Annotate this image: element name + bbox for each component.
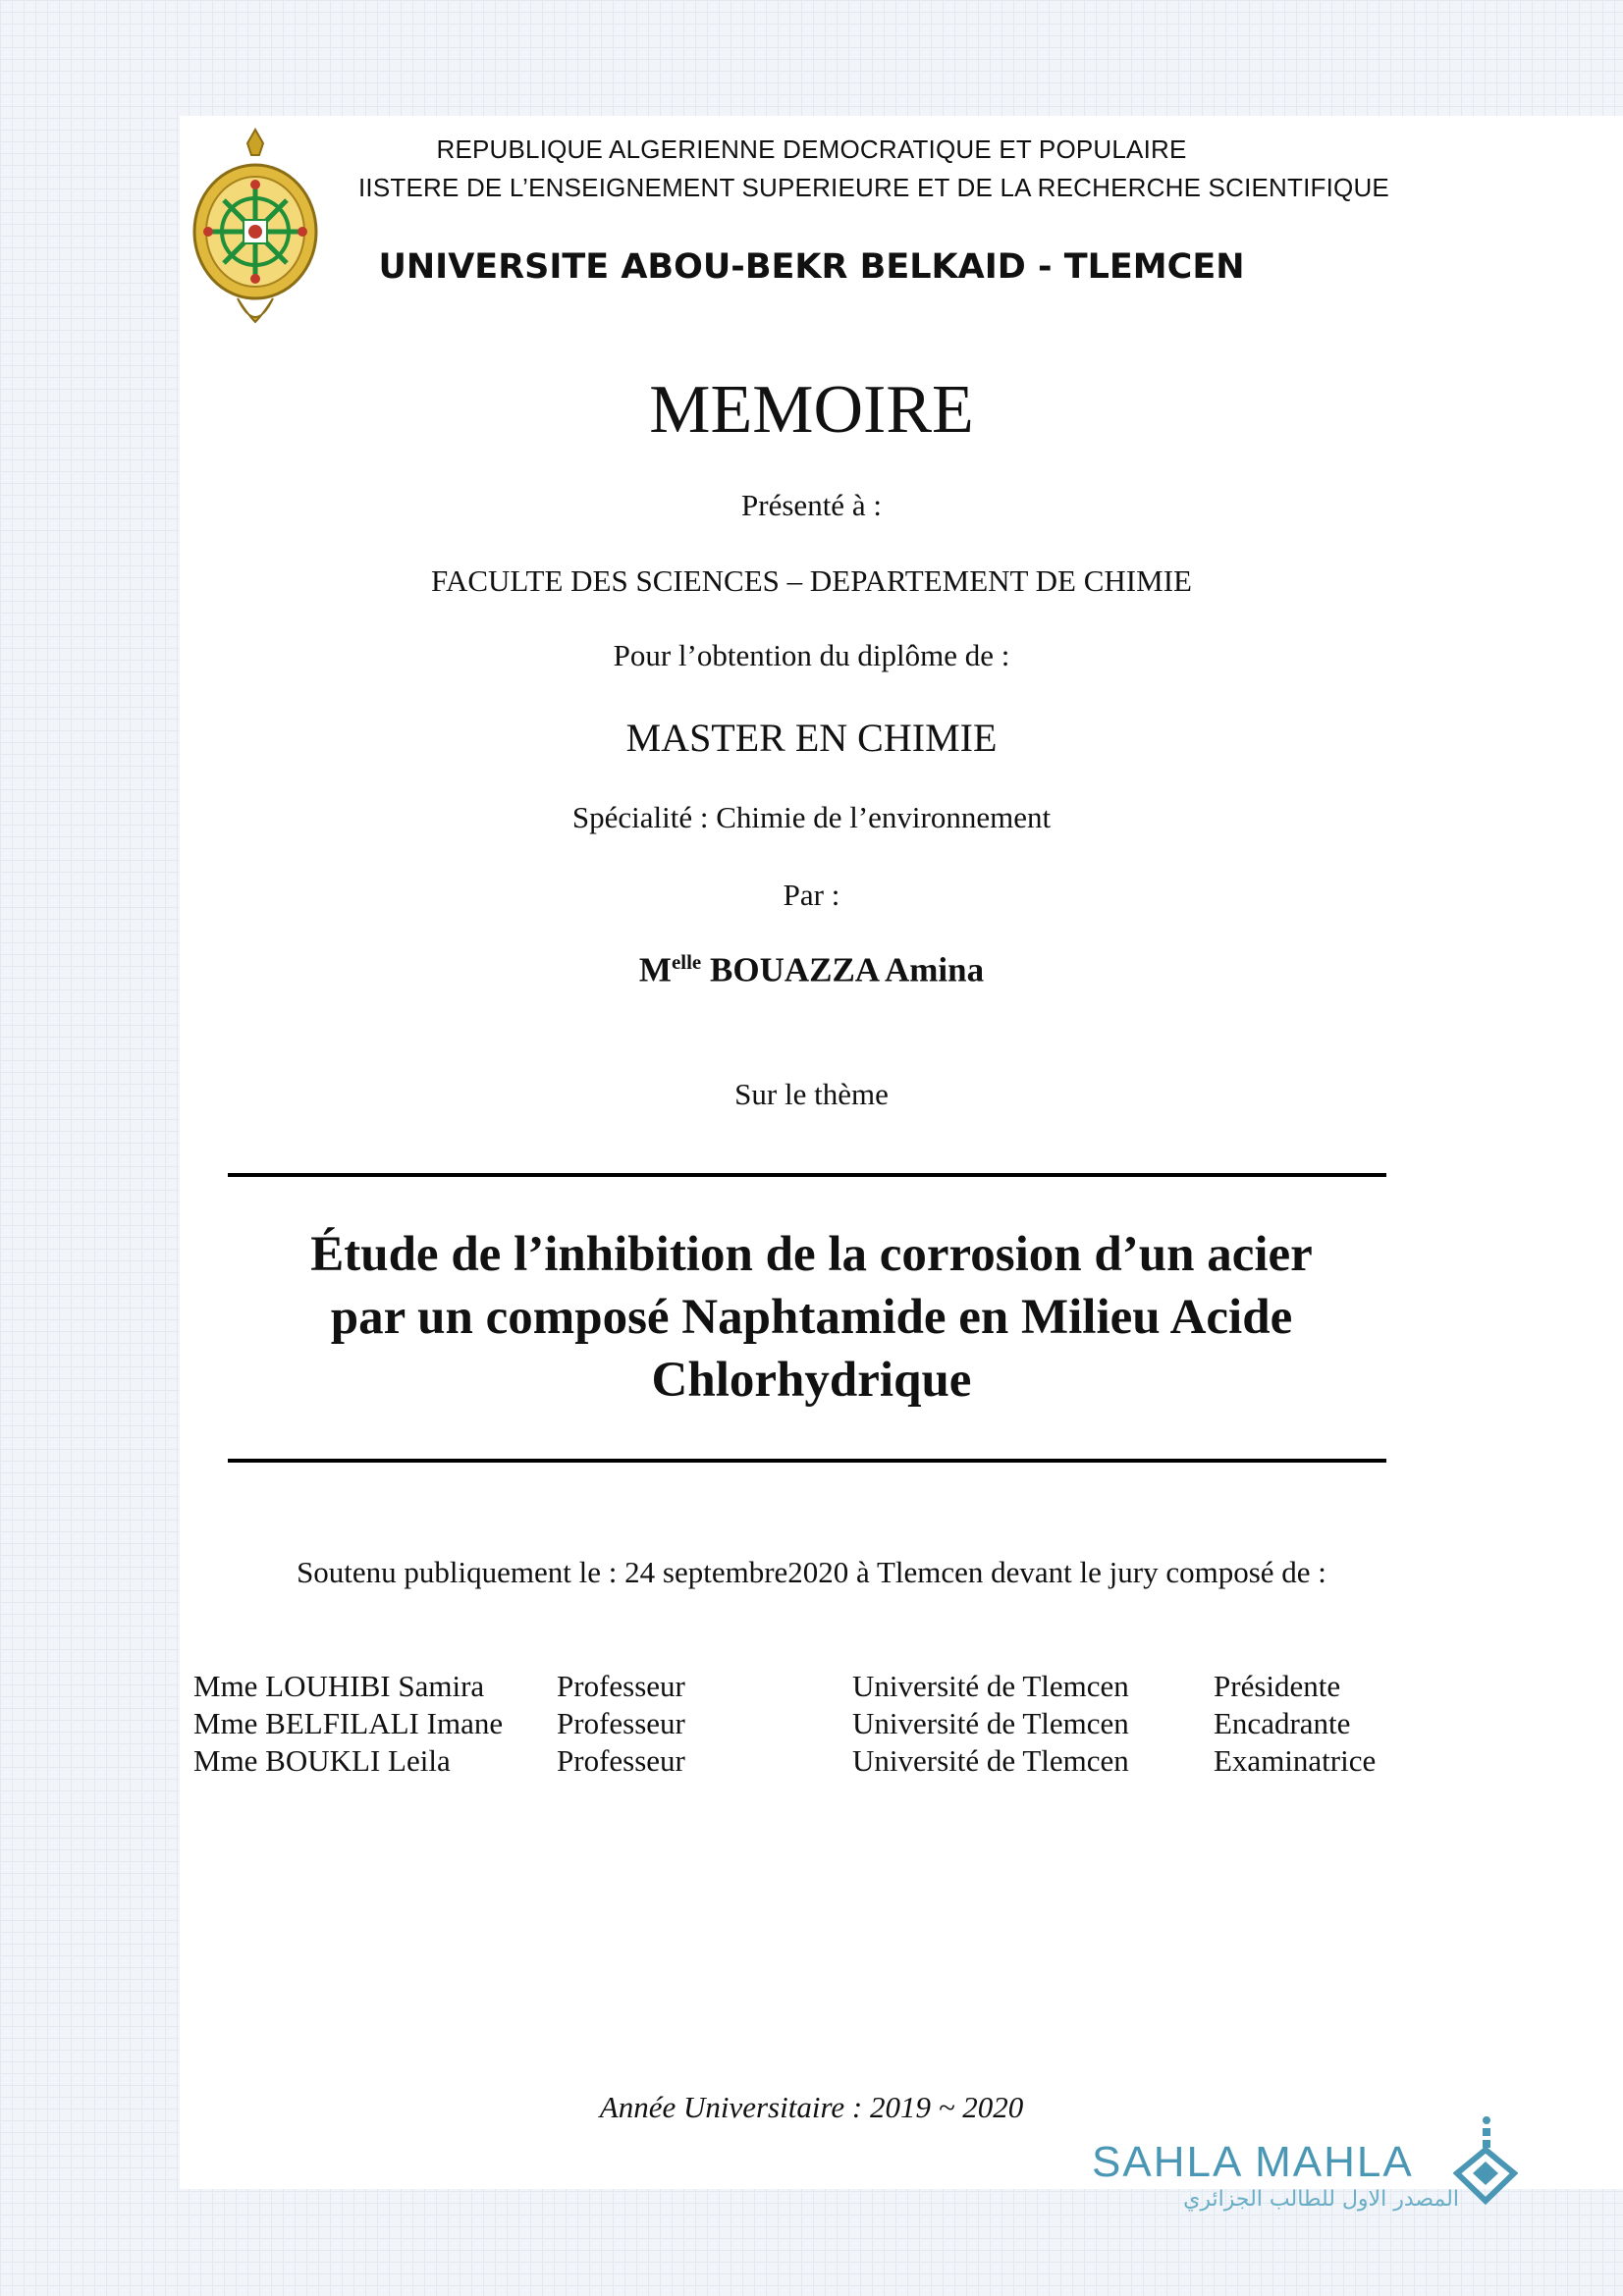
jury-rank: Professeur (557, 1669, 685, 1703)
theme-intro: Sur le thème (734, 1077, 889, 1111)
specialty: Spécialité : Chimie de l’environnement (571, 800, 1052, 834)
watermark-tagline: المصدر الاول للطالب الجزائري (1183, 2187, 1459, 2212)
jury-role: Présidente (1214, 1669, 1341, 1703)
jury-institution: Université de Tlemcen (852, 1743, 1129, 1778)
jury-institution: Université de Tlemcen (852, 1706, 1129, 1740)
title-bottom-rule (228, 1459, 1386, 1463)
academic-year: Année Universitaire : 2019 ~ 2020 (599, 2090, 1024, 2124)
diploma-intro: Pour l’obtention du diplôme de : (613, 638, 1010, 672)
ministry-header: IISTERE DE L’ENSEIGNEMENT SUPERIEURE ET DE LA RECHERCHE SCIENTIFIQUE (358, 173, 1389, 202)
diploma-name: MASTER EN CHIMIE (625, 716, 998, 760)
jury-rank: Professeur (557, 1706, 685, 1740)
document-title: MEMOIRE (649, 372, 974, 448)
jury-rank: Professeur (557, 1743, 685, 1778)
sahla-mahla-logo-icon (1453, 2114, 1518, 2205)
author-name: $M^{elle}$ BOUAZZA Amina (638, 950, 985, 989)
title-top-rule (228, 1173, 1386, 1177)
republic-header: REPUBLIQUE ALGERIENNE DEMOCRATIQUE ET POPULAIRE (436, 134, 1187, 164)
faculty-name: FACULTE DES SCIENCES – DEPARTEMENT DE CHIMIE (431, 563, 1192, 598)
jury-institution: Université de Tlemcen (852, 1669, 1129, 1703)
watermark-brand: SAHLA MAHLA (1092, 2138, 1414, 2186)
thesis-title: Étude de l’inhibition de la corrosion d’un acier par un composé Naphtamide en Milieu Acide Chlorhydrique (310, 1227, 1313, 1408)
by-label: Par : (783, 878, 840, 912)
defense-statement: Soutenu publiquement le : 24 septembre2020 à Tlemcen devant le jury composé de : (297, 1555, 1326, 1589)
jury-name: Mme BELFILALI Imane (193, 1706, 504, 1740)
jury-role: Encadrante (1214, 1706, 1351, 1740)
sahla-mahla-watermark (1088, 2138, 1520, 2216)
jury-role: Examinatrice (1214, 1743, 1377, 1778)
jury-name: Mme LOUHIBI Samira (193, 1669, 485, 1703)
university-name: UNIVERSITE ABOU-BEKR BELKAID - TLEMCEN (378, 247, 1245, 287)
jury-name: Mme BOUKLI Leila (193, 1743, 451, 1778)
presented-to-label: Présenté à : (741, 488, 882, 522)
